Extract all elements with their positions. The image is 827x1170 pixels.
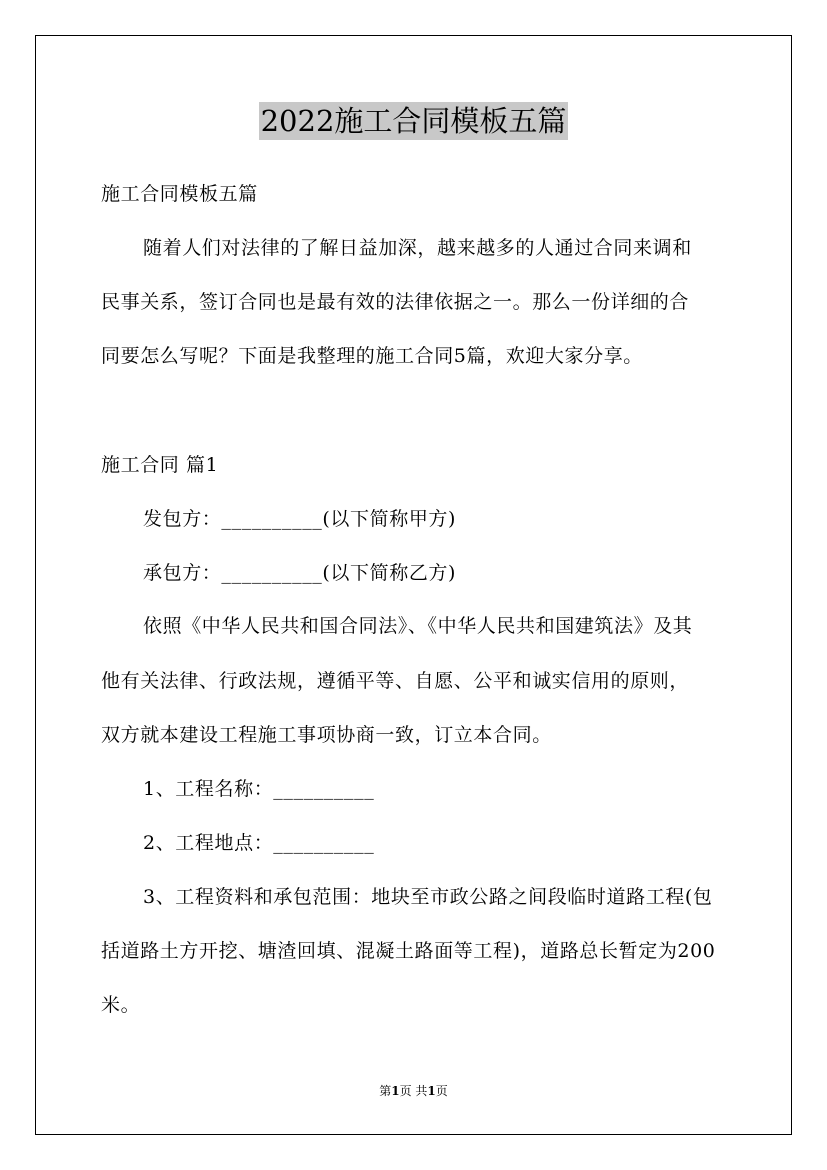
intro-line-1: 随着人们对法律的了解日益加深，越来越多的人通过合同来调和 (143, 237, 692, 259)
intro-line-2: 民事关系，签订合同也是最有效的法律依据之一。那么一份详细的合 (101, 291, 690, 313)
item-2-line: 2、工程地点：__________ (143, 832, 375, 854)
footer-page-suffix: 页 (435, 1084, 448, 1098)
item-3-line-2: 括道路土方开挖、塘渣回填、混凝土路面等工程)，道路总长暂定为200 (101, 940, 716, 962)
footer-page-number: 1 (391, 1084, 400, 1098)
party-b-line: 承包方：__________(以下简称乙方) (143, 562, 457, 584)
footer-page-total: 1 (427, 1084, 436, 1098)
item-1-line: 1、工程名称：__________ (143, 778, 375, 800)
footer-page-mid: 页 共 (399, 1084, 428, 1098)
basis-line-1: 依照《中华人民共和国合同法》、《中华人民共和国建筑法》及其 (143, 615, 693, 637)
intro-line-3: 同要怎么写呢？下面是我整理的施工合同5篇，欢迎大家分享。 (101, 345, 643, 367)
title-container (0, 102, 827, 140)
party-a-line: 发包方：__________(以下简称甲方) (143, 508, 457, 530)
basis-line-2: 他有关法律、行政法规，遵循平等、自愿、公平和诚实信用的原则， (101, 670, 690, 692)
page-footer (0, 1083, 827, 1099)
footer-page-prefix: 第 (379, 1084, 392, 1098)
item-3-line-1: 3、工程资料和承包范围：地块至市政公路之间段临时道路工程(包 (143, 886, 713, 908)
item-3-line-3: 米。 (101, 994, 141, 1016)
document-subtitle: 施工合同模板五篇 (101, 183, 258, 205)
basis-line-3: 双方就本建设工程施工事项协商一致，订立本合同。 (101, 724, 552, 746)
section-heading: 施工合同 篇1 (101, 454, 219, 476)
document-title: 2022施工合同模板五篇 (260, 104, 567, 138)
